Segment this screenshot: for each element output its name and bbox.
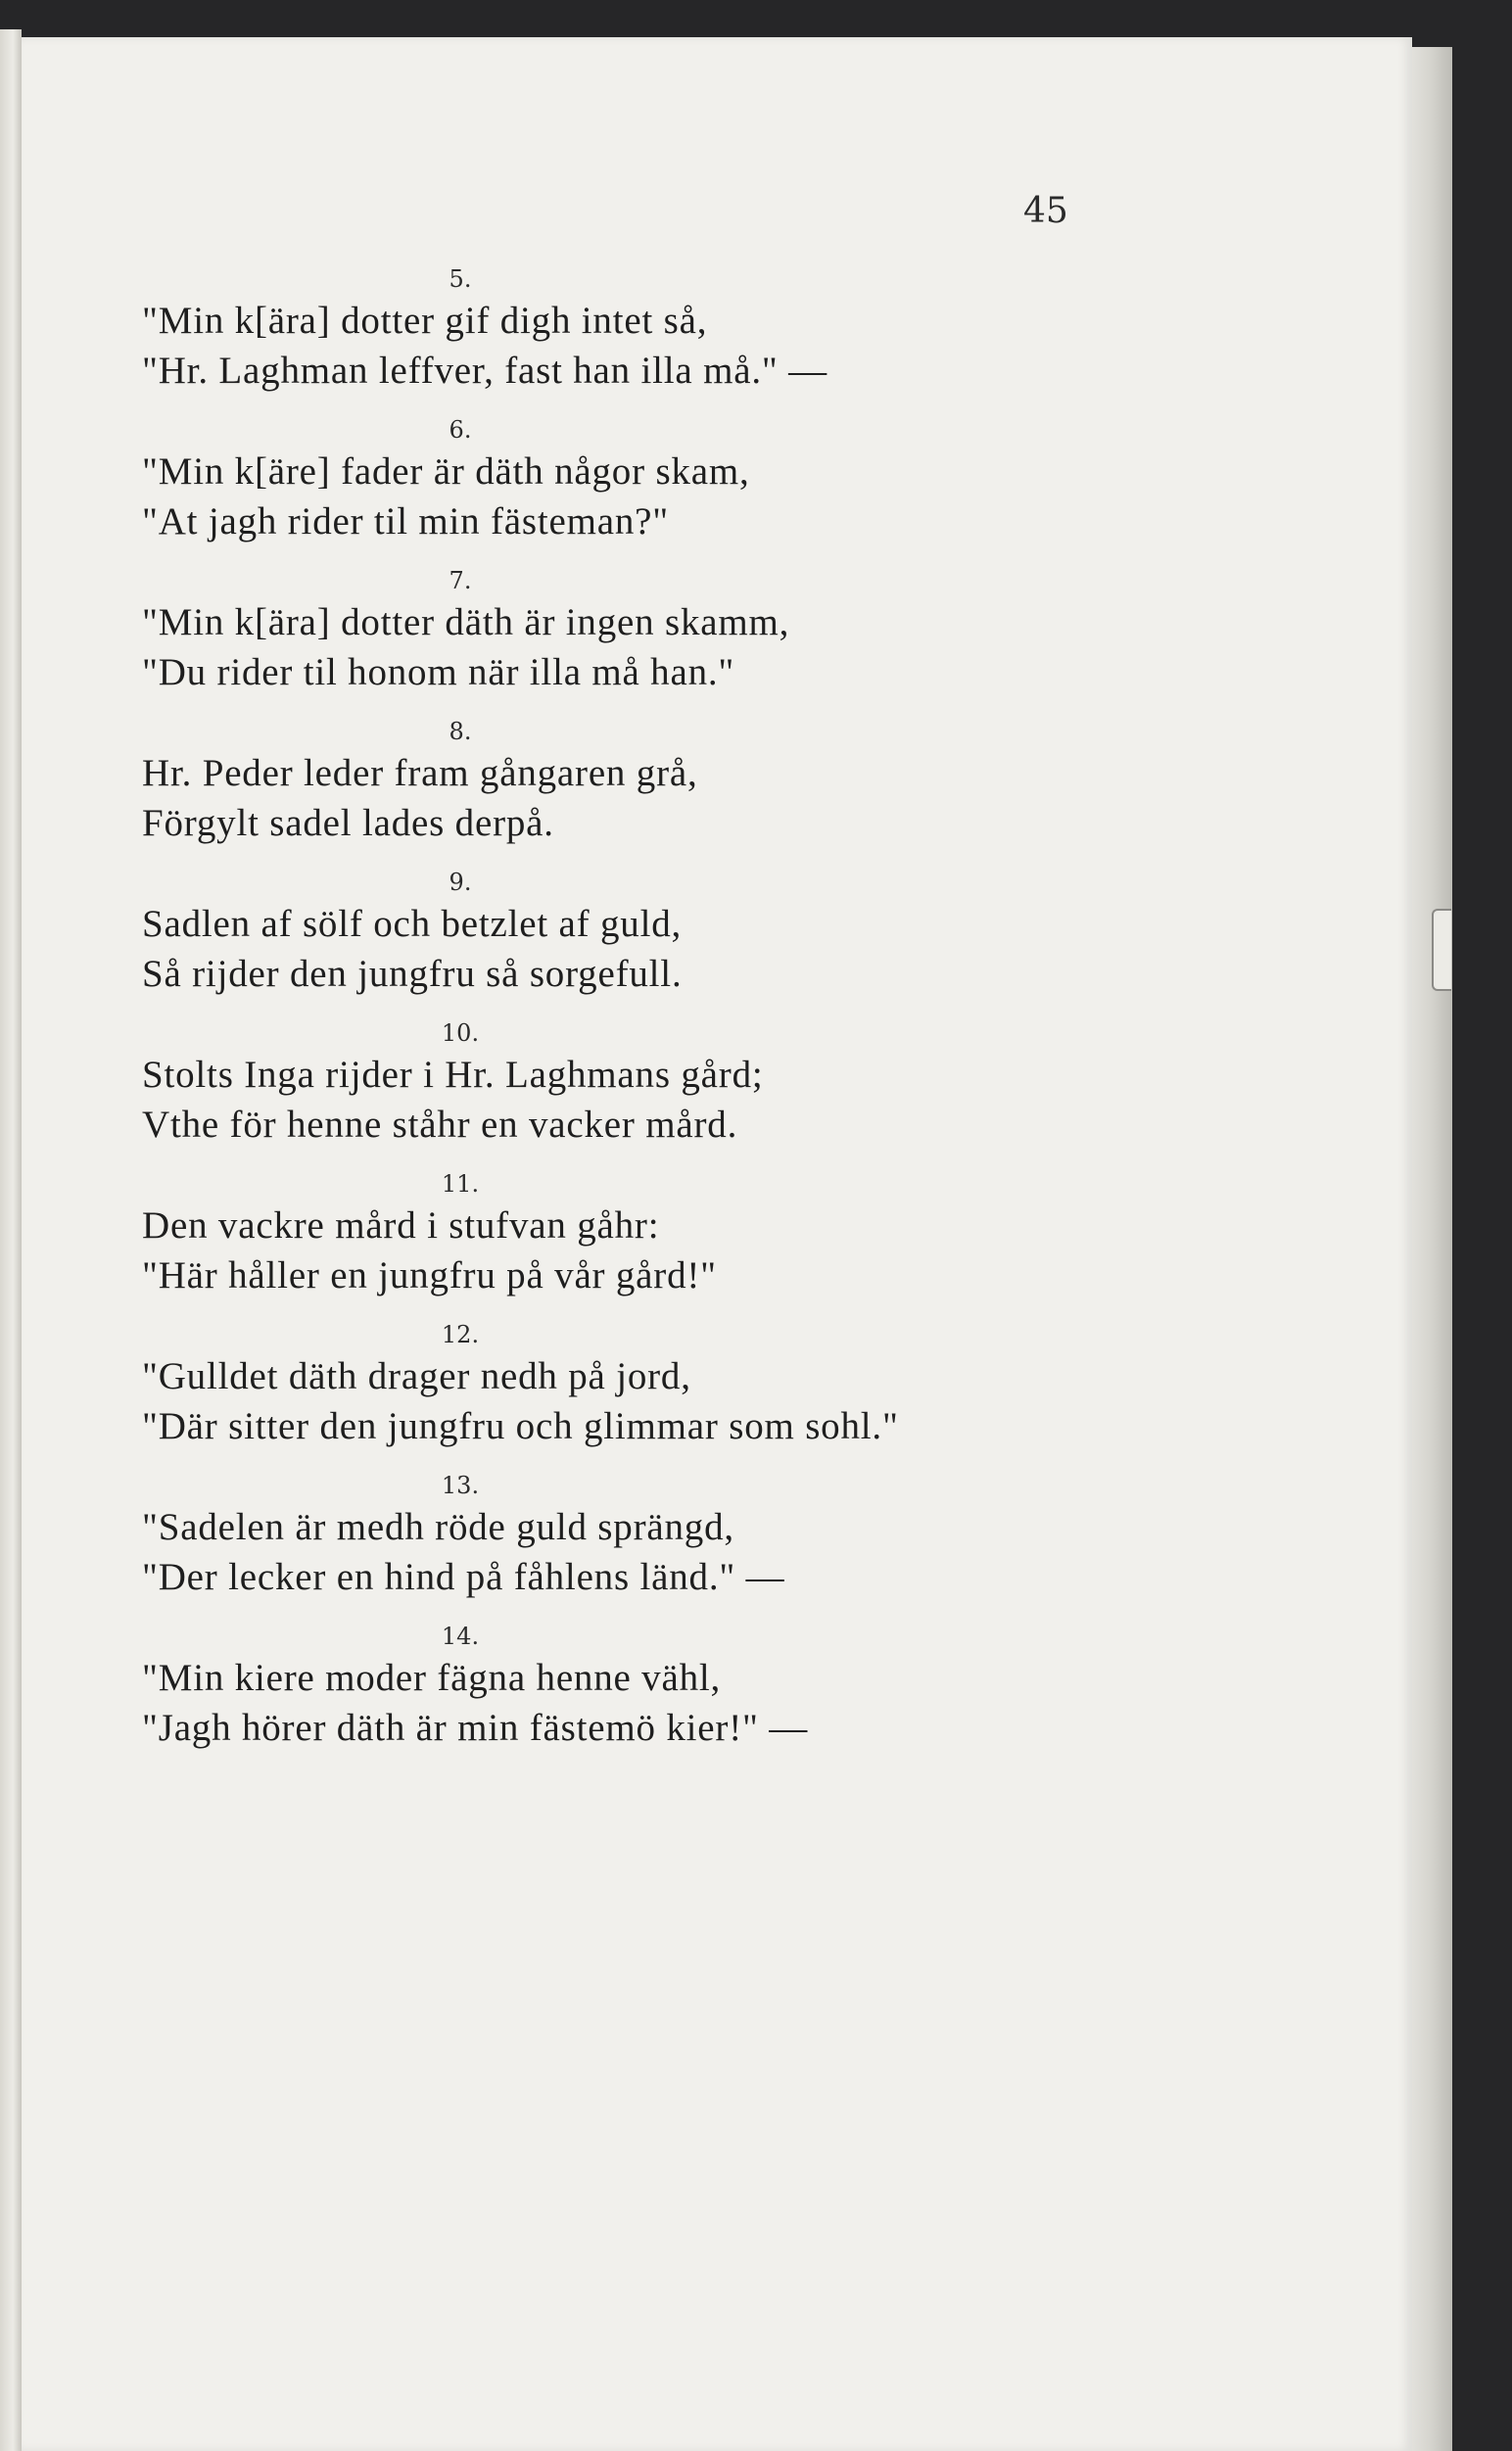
verse-number: 10. (441, 1019, 480, 1047)
verse-line: Sadlen af sölf och betzlet af guld, (142, 903, 683, 945)
verse-5 (142, 262, 1082, 396)
verse-line: "Gulldet däth drager nedh på jord, (142, 1355, 691, 1397)
verse-6 (142, 413, 1082, 546)
verse-line: "Sadelen är medh röde guld sprängd, (142, 1506, 734, 1548)
verse-8 (142, 715, 1082, 848)
verse-list (142, 262, 1082, 1770)
verse-line: "Min k[ära] dotter gif digh intet så, (142, 300, 708, 342)
verse-line: "Hr. Laghman leffver, fast han illa må." — (142, 350, 827, 392)
verse-line: Stolts Inga rijder i Hr. Laghmans gård; (142, 1054, 764, 1096)
verse-number: 8. (449, 718, 472, 745)
verse-line: "Du rider til honom när illa må han." (142, 651, 735, 693)
verse-13 (142, 1469, 1082, 1602)
verse-14 (142, 1620, 1082, 1753)
page-number: 45 (1023, 191, 1068, 231)
verse-12 (142, 1318, 1082, 1451)
verse-11 (142, 1167, 1082, 1300)
verse-line: Hr. Peder leder fram gångaren grå, (142, 752, 698, 794)
verse-line: "At jagh rider til min fästeman?" (142, 500, 670, 542)
verse-line: Förgylt sadel lades derpå. (142, 802, 554, 844)
verse-number: 14. (441, 1623, 480, 1650)
verse-line: Så rijder den jungfru så sorgefull. (142, 953, 683, 995)
verse-line: "Min k[ära] dotter däth är ingen skamm, (142, 601, 790, 643)
left-page-edge (0, 29, 22, 2451)
verse-number: 12. (441, 1321, 480, 1348)
verse-10 (142, 1016, 1082, 1150)
verse-number: 11. (441, 1170, 480, 1198)
verse-number: 13. (441, 1472, 480, 1499)
verse-line: "Min kiere moder fägna henne vähl, (142, 1657, 722, 1699)
verse-line: Vthe för henne ståhr en vacker mård. (142, 1104, 738, 1146)
verse-9 (142, 866, 1082, 999)
verse-7 (142, 564, 1082, 697)
verse-number: 5. (449, 265, 472, 293)
verse-number: 7. (449, 567, 472, 594)
page-edge-tab (1432, 909, 1451, 991)
verse-line: "Där sitter den jungfru och glimmar som sohl." (142, 1405, 899, 1447)
verse-line: Den vackre mård i stufvan gåhr: (142, 1204, 660, 1247)
verse-line: "Der lecker en hind på fåhlens länd." — (142, 1556, 785, 1598)
verse-line: "Jagh hörer däth är min fästemö kier!" — (142, 1707, 809, 1749)
verse-line: "Min k[äre] fader är däth någor skam, (142, 450, 750, 493)
verse-line: "Här håller en jungfru på vår gård!" (142, 1254, 717, 1296)
verse-number: 6. (449, 416, 472, 444)
verse-number: 9. (449, 869, 472, 896)
